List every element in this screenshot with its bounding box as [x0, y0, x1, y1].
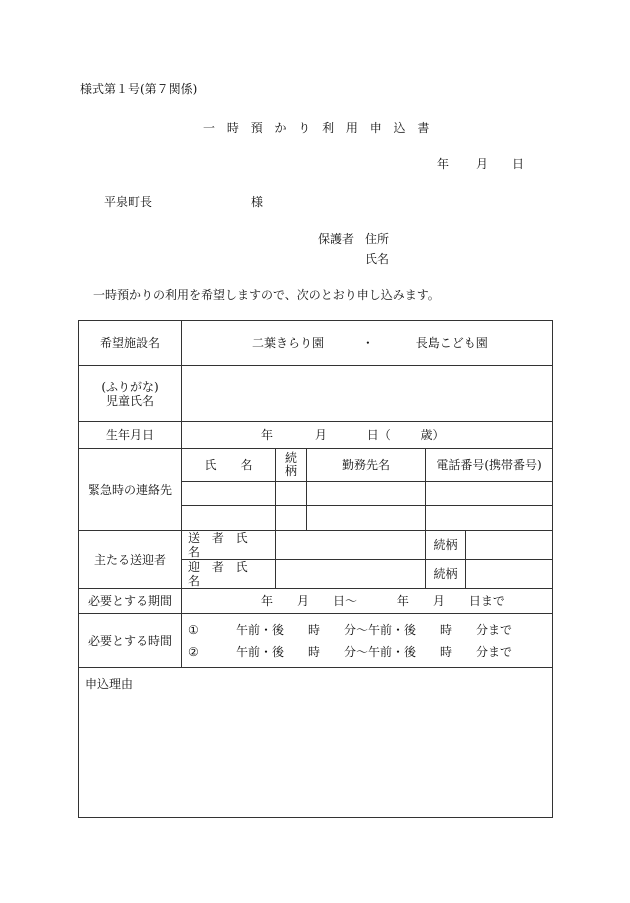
form-number: 様式第１号(第７関係)	[80, 82, 198, 96]
date-month: 月	[476, 157, 489, 171]
time-num-2: ②	[188, 644, 199, 659]
sender-row	[79, 531, 553, 560]
sender-name-field[interactable]	[276, 531, 426, 560]
time-label: 必要とする時間	[79, 614, 182, 668]
form-title: 一 時 預 か り 利 用 申 込 書	[203, 121, 434, 135]
name-label: 氏名	[365, 252, 390, 266]
date-year: 年	[437, 157, 450, 171]
honorific: 様	[251, 195, 264, 209]
guardian-label: 保護者	[318, 232, 355, 246]
emergency-header-row	[79, 449, 553, 482]
em-phone-field-1[interactable]	[426, 482, 553, 506]
child-name-field[interactable]	[182, 366, 553, 422]
child-name-label-cell	[79, 366, 182, 422]
transport-label: 主たる送迎者	[79, 531, 182, 589]
birth-label: 生年月日	[79, 422, 182, 449]
period-field[interactable]	[182, 589, 553, 614]
em-relation-header: 続柄	[276, 449, 307, 482]
application-table	[78, 320, 553, 818]
em-workplace-header: 勤務先名	[307, 449, 426, 482]
facility-label: 希望施設名	[79, 321, 182, 366]
date-day: 日	[512, 157, 525, 171]
reason-field[interactable]	[79, 668, 553, 818]
time-num-1: ①	[188, 622, 199, 637]
facility-row	[79, 321, 553, 366]
em-workplace-field-1[interactable]	[307, 482, 426, 506]
addressee: 平泉町長	[104, 195, 153, 209]
reason-row	[79, 668, 553, 818]
time-line-2	[188, 641, 552, 663]
birth-field[interactable]	[182, 422, 553, 449]
facility-options[interactable]	[182, 321, 553, 366]
pickup-relation-label: 続柄	[426, 560, 466, 589]
address-label: 住所	[365, 232, 390, 246]
birth-row	[79, 422, 553, 449]
time-text-1: 午前・後 時 分～午前・後 時 分まで	[236, 622, 513, 637]
reason-label: 申込理由	[85, 677, 134, 691]
em-phone-field-2[interactable]	[426, 506, 553, 531]
em-relation-field-1[interactable]	[276, 482, 307, 506]
furigana-label: (ふりがな)	[101, 379, 159, 394]
pickup-label: 迎 者 氏 名	[182, 560, 276, 589]
pickup-relation-field[interactable]	[466, 560, 553, 589]
child-name-row	[79, 366, 553, 422]
em-name-field-2[interactable]	[182, 506, 276, 531]
em-workplace-field-2[interactable]	[307, 506, 426, 531]
time-row	[79, 614, 553, 668]
sender-relation-label: 続柄	[426, 531, 466, 560]
birth-age: 歳）	[420, 428, 445, 442]
sender-relation-field[interactable]	[466, 531, 553, 560]
sender-label: 送 者 氏 名	[182, 531, 276, 560]
em-name-field-1[interactable]	[182, 482, 276, 506]
time-line-1	[188, 619, 552, 641]
birth-day: 日（	[366, 428, 391, 442]
period-row	[79, 589, 553, 614]
facility-option-1[interactable]: 二葉きらり園	[252, 336, 325, 350]
time-text-2: 午前・後 時 分～午前・後 時 分まで	[236, 644, 513, 659]
em-relation-field-2[interactable]	[276, 506, 307, 531]
emergency-label: 緊急時の連絡先	[79, 449, 182, 531]
em-phone-header: 電話番号(携帯番号)	[426, 449, 553, 482]
birth-month: 月	[314, 428, 327, 442]
pickup-name-field[interactable]	[276, 560, 426, 589]
birth-year: 年	[261, 428, 274, 442]
period-label: 必要とする期間	[79, 589, 182, 614]
facility-separator: ・	[361, 336, 374, 350]
child-name-label: 児童氏名	[105, 393, 154, 408]
facility-option-2[interactable]: 長島こども園	[415, 336, 488, 350]
em-name-header: 氏 名	[182, 449, 276, 482]
period-start: 年 月 日～	[261, 594, 358, 608]
period-end: 年 月 日まで	[396, 594, 505, 608]
intro-text: 一時預かりの利用を希望しますので、次のとおり申し込みます。	[93, 288, 440, 302]
time-field[interactable]	[182, 614, 553, 668]
